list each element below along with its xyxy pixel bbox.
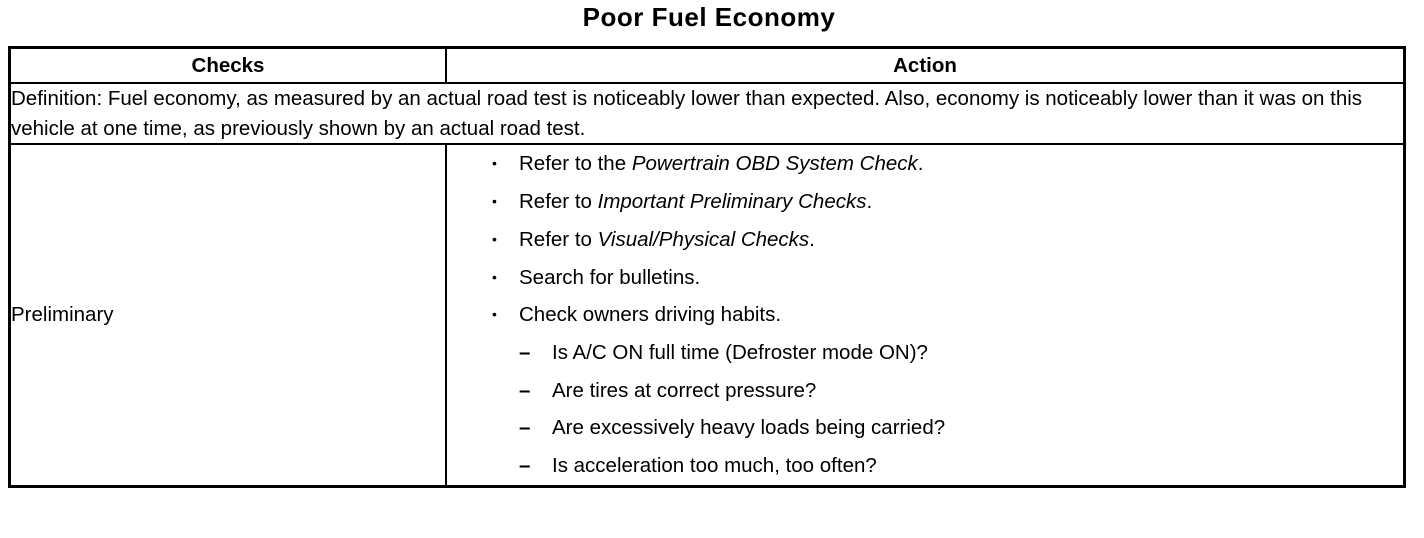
action-suffix: . xyxy=(809,227,815,251)
action-suffix: . xyxy=(866,190,873,214)
bullet-marker: • xyxy=(492,230,497,247)
definition-text: Definition: Fuel economy, as measured by an actual road test is noticeably lower than expected. Also, economy is noticeably lower than it was on this vehicle at one time, as previously shown by an actual road test. xyxy=(10,83,1405,144)
procedure-reference: Powertrain OBD System Check xyxy=(631,152,918,176)
action-item xyxy=(447,183,1403,221)
dash-marker: – xyxy=(519,453,531,477)
action-text: Refer to xyxy=(519,227,598,251)
dash-marker: – xyxy=(519,378,531,402)
sub-action-item xyxy=(447,372,1403,410)
sub-action-item xyxy=(447,334,1403,372)
sub-action-item xyxy=(447,447,1403,485)
bullet-marker: • xyxy=(492,306,497,323)
action-text: Is A/C ON full time (Defroster mode ON)? xyxy=(552,340,928,364)
check-name: Preliminary xyxy=(10,144,447,486)
action-text: Refer to xyxy=(519,190,598,214)
page-title: Poor Fuel Economy xyxy=(582,2,836,32)
action-text: Are tires at correct pressure? xyxy=(552,378,817,402)
action-text: Search for bulletins. xyxy=(519,265,701,289)
action-cell xyxy=(446,144,1405,486)
bullet-marker: • xyxy=(492,155,497,172)
sub-action-item xyxy=(447,409,1403,447)
definition-row xyxy=(10,83,1405,144)
action-item xyxy=(447,145,1403,183)
action-text: Is acceleration too much, too often? xyxy=(552,453,877,477)
checks-column-header: Checks xyxy=(10,48,447,84)
action-text: Refer to the xyxy=(519,152,632,176)
action-suffix: . xyxy=(917,152,924,176)
dash-marker: – xyxy=(519,340,531,364)
procedure-reference: Visual/Physical Checks xyxy=(597,227,810,251)
procedure-reference: Important Preliminary Checks xyxy=(597,190,867,214)
action-list xyxy=(447,145,1403,484)
action-item xyxy=(447,221,1403,259)
action-item xyxy=(447,296,1403,334)
action-text: Check owners driving habits. xyxy=(519,303,782,327)
action-column-header: Action xyxy=(446,48,1405,84)
action-item xyxy=(447,259,1403,297)
bullet-marker: • xyxy=(492,268,497,285)
bullet-marker: • xyxy=(492,193,497,210)
dash-marker: – xyxy=(519,416,531,440)
action-text: Are excessively heavy loads being carried? xyxy=(552,416,946,440)
table-header-row xyxy=(10,48,1405,84)
table-row xyxy=(10,144,1405,486)
diagnostic-table xyxy=(8,46,1406,488)
